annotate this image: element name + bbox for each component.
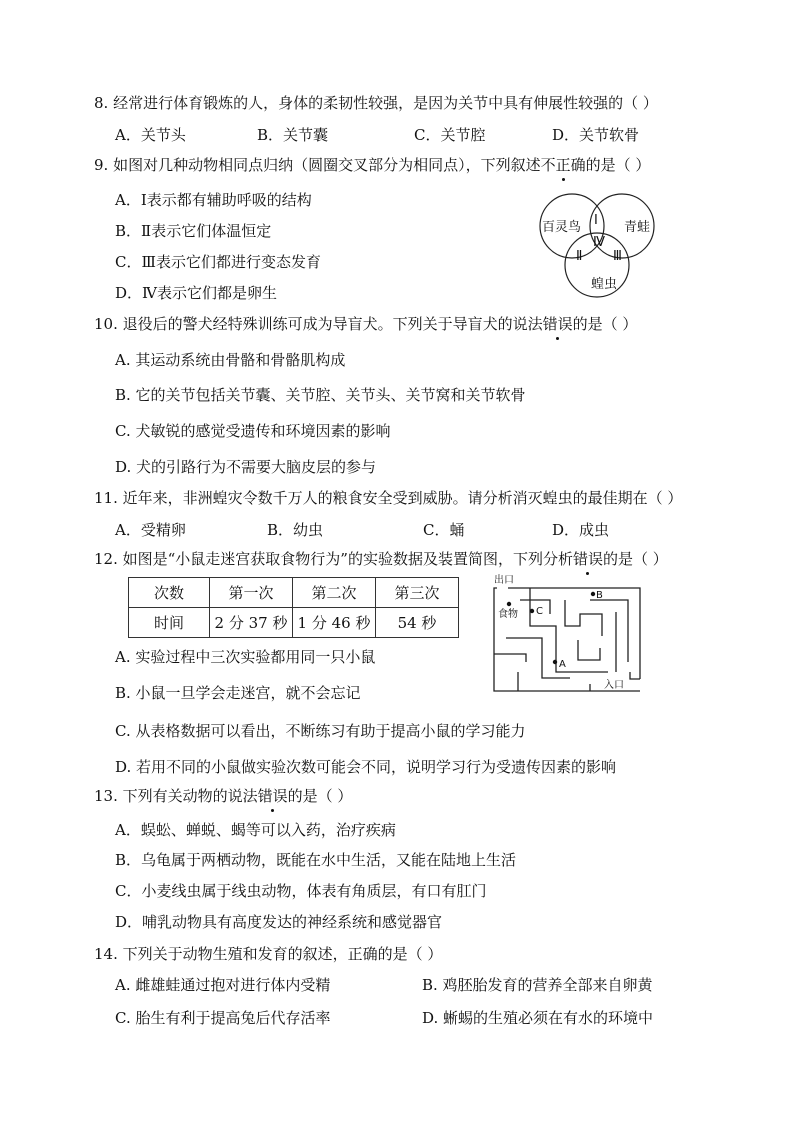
venn-label-locust: 蝗虫	[591, 277, 618, 292]
venn-region-2: Ⅱ	[576, 249, 583, 264]
table-header-cell: 次数	[129, 578, 210, 608]
q12-stem-emphasis: 错误	[572, 550, 603, 568]
venn-label-frog: 青蛙	[624, 220, 651, 235]
q8-option-a: A．关节头	[115, 126, 186, 144]
venn-region-3: Ⅲ	[613, 249, 622, 264]
q13-stem-pre: 13. 下列有关动物的说法	[94, 787, 258, 805]
q11-option-a: A．受精卵	[115, 521, 186, 539]
q13-option-b: B．乌龟属于两栖动物，既能在水中生活，又能在陆地上生活	[115, 851, 517, 869]
q12-data-table	[128, 577, 459, 638]
q10-option-a: A. 其运动系统由骨骼和骨骼肌构成	[115, 351, 346, 369]
maze-label-food: 食物	[498, 609, 518, 620]
q13-stem	[94, 786, 352, 806]
q11-option-d: D．成虫	[552, 521, 610, 539]
q9-option-b: B．Ⅱ表示它们体温恒定	[115, 222, 272, 240]
venn-diagram	[530, 180, 665, 305]
maze-label-b: B	[596, 590, 603, 601]
table-header-cell: 第三次	[376, 578, 459, 608]
q11-option-c: C．蛹	[423, 521, 465, 539]
maze-point-a	[553, 660, 557, 664]
table-row	[129, 608, 459, 638]
q14-option-c: C. 胎生有利于提高兔后代存活率	[115, 1009, 331, 1027]
q14-option-b: B. 鸡胚胎发育的营养全部来自卵黄	[422, 976, 653, 994]
maze-diagram	[490, 574, 650, 694]
table-cell: 1 分 46 秒	[293, 608, 376, 638]
table-header-cell: 第二次	[293, 578, 376, 608]
q12-option-b: B. 小鼠一旦学会走迷宫，就不会忘记	[115, 684, 361, 702]
q13-option-d: D．哺乳动物具有高度发达的神经系统和感觉器官	[115, 913, 443, 931]
q10-option-c: C. 犬敏锐的感觉受遗传和环境因素的影响	[115, 422, 391, 440]
maze-label-c: C	[536, 606, 543, 617]
q9-stem-emphasis: 不正确	[540, 156, 586, 174]
maze-outer-wall	[494, 588, 640, 691]
table-row	[129, 578, 459, 608]
table-cell: 时间	[129, 608, 210, 638]
venn-region-4: Ⅳ	[593, 235, 605, 250]
q10-stem-pre: 10. 退役后的警犬经特殊训练可成为导盲犬。下列关于导盲犬的说法	[94, 315, 543, 333]
q11-stem: 11. 近年来，非洲蝗灾令数千万人的粮食安全受到威胁。请分析消灭蝗虫的最佳期在（ ）	[94, 489, 683, 507]
q10-stem-post: 的是（ ）	[572, 315, 638, 333]
q9-option-d: D．Ⅳ表示它们都是卵生	[115, 284, 278, 302]
q8-option-c: C．关节腔	[414, 126, 486, 144]
q13-stem-emphasis: 错误	[257, 787, 288, 805]
q12-option-a: A. 实验过程中三次实验都用同一只小鼠	[115, 648, 376, 666]
venn-region-1: Ⅰ	[594, 213, 598, 228]
maze-inner-walls	[494, 588, 640, 691]
q12-stem	[94, 549, 668, 569]
q11-option-b: B．幼虫	[267, 521, 324, 539]
q9-stem-pre: 9. 如图对几种动物相同点归纳（圆圈交叉部分为相同点），下列叙述	[94, 156, 541, 174]
table-cell: 2 分 37 秒	[210, 608, 293, 638]
q9-option-c: C．Ⅲ表示它们都进行变态发育	[115, 253, 321, 271]
q12-stem-pre: 12. 如图是“小鼠走迷宫获取食物行为”的实验数据及装置简图，下列分析	[94, 550, 573, 568]
q13-stem-post: 的是（ ）	[287, 787, 353, 805]
q8-stem: 8. 经常进行体育锻炼的人，身体的柔韧性较强，是因为关节中具有伸展性较强的（ ）	[94, 94, 658, 112]
venn-label-bird: 百灵鸟	[542, 220, 582, 235]
maze-label-entrance: 入口	[604, 680, 624, 691]
maze-point-food	[507, 602, 511, 606]
table-header-cell: 第一次	[210, 578, 293, 608]
q9-option-a: A．Ⅰ表示都有辅助呼吸的结构	[115, 191, 312, 209]
q14-option-d: D. 蜥蜴的生殖必须在有水的环境中	[422, 1009, 654, 1027]
q9-stem-post: 的是（ ）	[585, 156, 651, 174]
maze-label-a: A	[559, 659, 566, 670]
q12-option-d: D. 若用不同的小鼠做实验次数可能会不同，说明学习行为受遗传因素的影响	[115, 758, 617, 776]
q14-option-a: A. 雌雄蛙通过抱对进行体内受精	[115, 976, 331, 994]
q12-stem-post: 的是（ ）	[602, 550, 668, 568]
q13-option-c: C．小麦线虫属于线虫动物，体表有角质层，有口有肛门	[115, 882, 487, 900]
maze-point-b	[591, 592, 595, 596]
q10-option-d: D. 犬的引路行为不需要大脑皮层的参与	[115, 458, 377, 476]
q12-option-c: C. 从表格数据可以看出，不断练习有助于提高小鼠的学习能力	[115, 722, 526, 740]
maze-label-exit: 出口	[494, 575, 514, 586]
q10-stem-emphasis: 错误	[542, 315, 573, 333]
q9-stem	[94, 155, 650, 175]
maze-point-c	[530, 609, 534, 613]
table-cell: 54 秒	[376, 608, 459, 638]
q8-option-d: D．关节软骨	[552, 126, 640, 144]
q10-option-b: B. 它的关节包括关节囊、关节腔、关节头、关节窝和关节软骨	[115, 386, 526, 404]
q10-stem	[94, 314, 637, 334]
q14-stem: 14. 下列关于动物生殖和发育的叙述，正确的是（ ）	[94, 945, 443, 963]
q8-option-b: B．关节囊	[257, 126, 329, 144]
q13-option-a: A．蜈蚣、蝉蜕、蝎等可以入药，治疗疾病	[115, 821, 396, 839]
